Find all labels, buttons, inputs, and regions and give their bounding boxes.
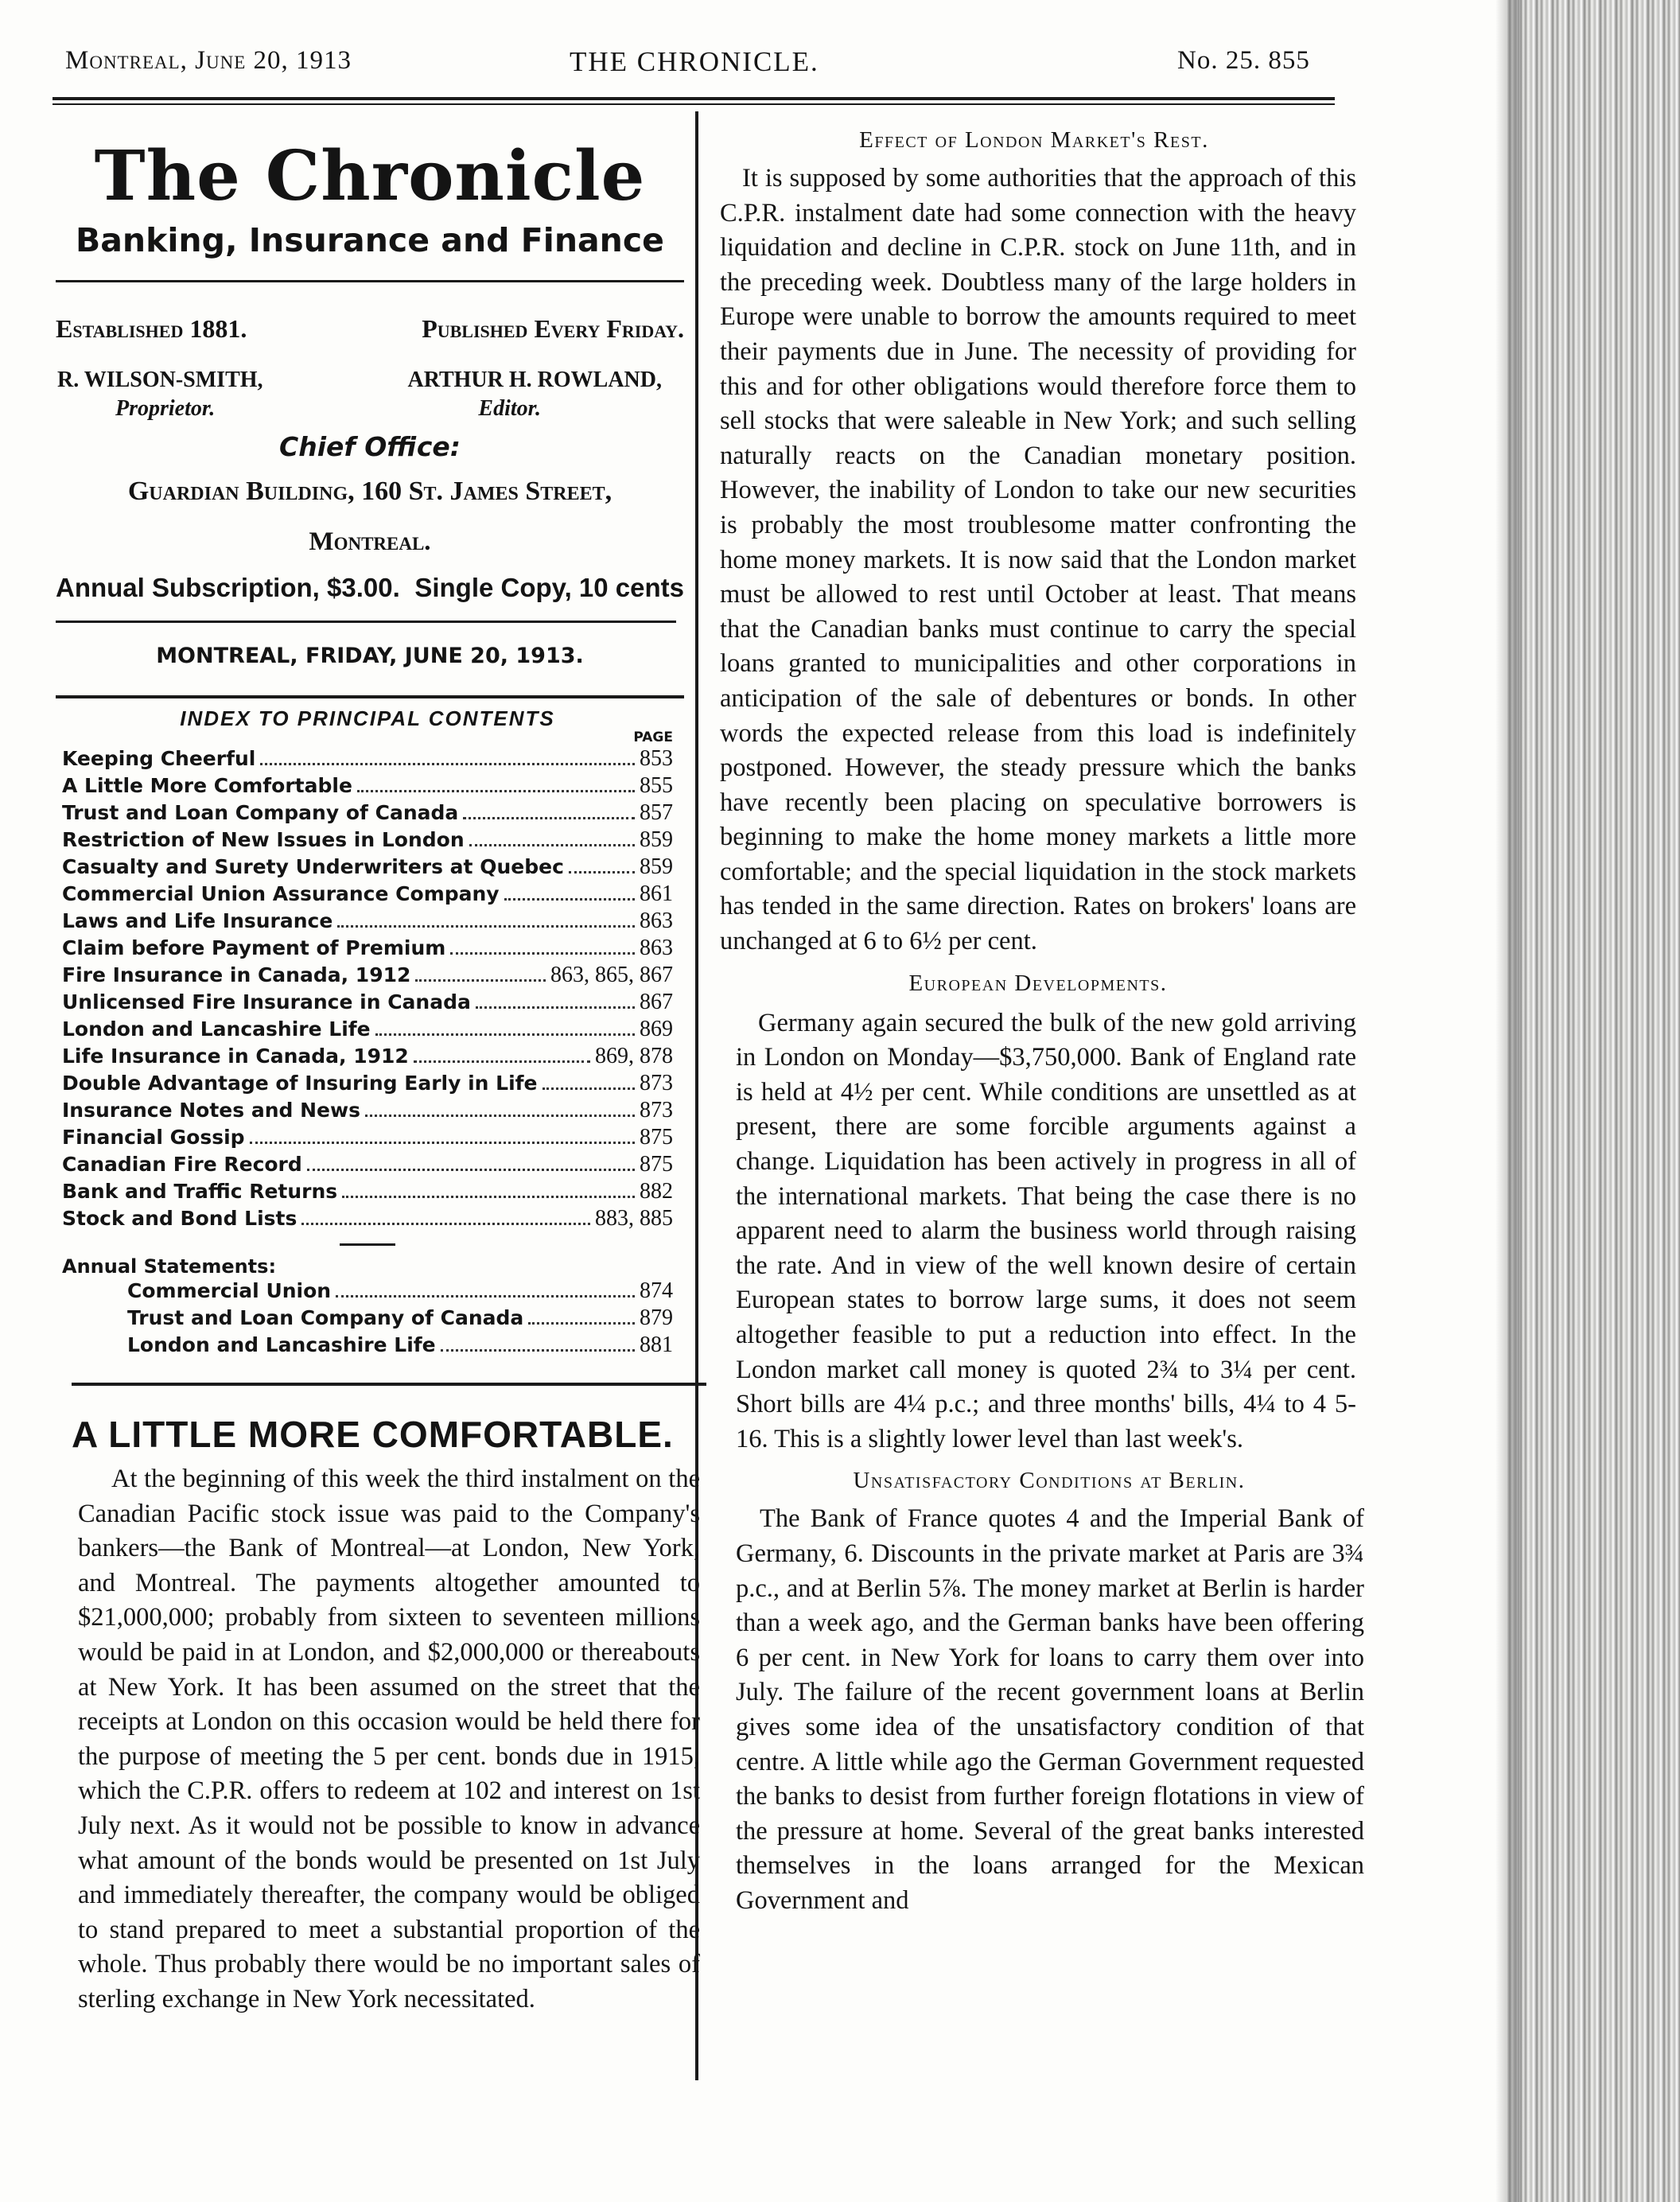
editor-name: ARTHUR H. ROWLAND, xyxy=(407,368,662,392)
index-entry xyxy=(62,1178,673,1205)
office-city: Montreal. xyxy=(309,527,431,556)
index-leader-dots xyxy=(250,1142,635,1144)
roles-row xyxy=(56,396,684,422)
index-entry xyxy=(62,854,673,881)
index-item-page: 869, 878 xyxy=(595,1044,673,1068)
index-item-label: Bank and Traffic Returns xyxy=(62,1180,338,1203)
index-leader-dots xyxy=(337,925,635,928)
index-entry xyxy=(62,772,673,799)
index-item-label: Trust and Loan Company of Canada xyxy=(127,1306,524,1329)
index-leader-dots xyxy=(476,1006,635,1009)
index-item-label: Stock and Bond Lists xyxy=(62,1207,298,1230)
index-leader-dots xyxy=(415,979,546,982)
index-entry xyxy=(62,1016,673,1043)
index-item-label: Fire Insurance in Canada, 1912 xyxy=(62,963,411,986)
running-header-number: No. 25. 855 xyxy=(1177,46,1310,75)
masthead-rule xyxy=(56,280,684,282)
section-heading-london-rest: Effect of London Market's Rest. xyxy=(859,127,1209,153)
staff-row xyxy=(56,368,684,393)
published-text: Published Every Friday. xyxy=(422,314,684,343)
index-item-label: Unlicensed Fire Insurance in Canada xyxy=(62,990,471,1013)
index-leader-dots xyxy=(528,1322,635,1325)
index-item-page: 861 xyxy=(640,881,673,906)
annual-statements-label: Annual Statements: xyxy=(62,1255,277,1278)
section-paragraph-european: Germany again secured the bulk of the new gold arriving in London on Monday—$3,750,000. Bank of England rate is held at 4½ per cent. While conditions are unsettled as at present, there are some forcible arguments against a change. Liquidation has been actively in progress in all of the international markets. That being the case there is no apparent need to alarm the business world through raising the rate. And in view of the well known desire of certain European states to borrow large sums, it does not seem altogether feasible to put a reduction into effect. In the London market call money is quoted 2¾ to 3¼ per cent. Short bills are 4¼ p.c.; and three months' bills, 4¼ to 4 5-16. This is a slightly lower level than last week's. xyxy=(736,1008,1356,1453)
index-item-label: A Little More Comfortable xyxy=(62,774,352,797)
index-leader-dots xyxy=(542,1087,635,1090)
annual-statement-entry xyxy=(127,1278,673,1305)
index-leader-dots xyxy=(365,1115,635,1117)
index-leader-dots xyxy=(463,817,635,819)
index-entry xyxy=(62,799,673,827)
index-divider xyxy=(340,1243,395,1246)
annual-statement-entry xyxy=(127,1332,673,1359)
index-entry xyxy=(62,1043,673,1070)
section-heading-berlin: Unsatisfactory Conditions at Berlin. xyxy=(853,1468,1246,1494)
index-item-label: London and Lancashire Life xyxy=(62,1017,371,1041)
index-leader-dots xyxy=(342,1196,635,1198)
index-item-label: Laws and Life Insurance xyxy=(62,909,333,932)
header-rule-thin xyxy=(52,103,1335,105)
index-item-label: Commercial Union xyxy=(127,1279,332,1302)
index-leader-dots xyxy=(307,1169,635,1171)
index-item-label: Insurance Notes and News xyxy=(62,1099,360,1122)
index-item-page: 869 xyxy=(640,1017,673,1041)
running-header-date: Montreal, June 20, 1913 xyxy=(65,46,352,75)
index-leader-dots xyxy=(260,763,635,765)
section-paragraph-london-rest: It is supposed by some authorities that the approach of this C.P.R. instalment date had some connection with the heavy liquidation and decline in C.P.R. stock on June 11th, and in the preceding week. Doubtless many of the large holders in Europe were unable to borrow the amounts required to meet their payments due in June. The necessity of providing for this and for other obligations would therefore force them to sell stocks that were saleable in New York; and such selling naturally reacts on the Canadian monetary position. However, the inability of London to take our new securities is probably the most troublesome matter confronting the home money markets. It is now said that the London market must be allowed to rest until October at least. That means that the Canadian banks must continue to carry the special loans granted to municipalities and other corporations in anticipation of the sale of debentures or bonds. In other words the expected release from this load is indefinitely postponed. However, the steady pressure which the banks have recently been placing on speculative borrowers is beginning to make the home money markets a little more comfortable; and the special liquidation in the stock markets has tended in the same direction. Rates on brokers' loans are unchanged at 6 to 6½ per cent. xyxy=(720,164,1356,956)
index-item-label: Claim before Payment of Premium xyxy=(62,936,446,959)
established-row xyxy=(56,314,684,344)
index-item-page: 859 xyxy=(640,854,673,879)
index-item-label: Canadian Fire Record xyxy=(62,1153,302,1176)
right-column xyxy=(720,119,1364,1919)
index-item-page: 883, 885 xyxy=(595,1206,673,1231)
binding-shadow xyxy=(1495,0,1519,2202)
index-item-label: Restriction of New Issues in London xyxy=(62,828,465,851)
article-heading: A LITTLE MORE COMFORTABLE. xyxy=(72,1414,674,1455)
established-text: Established 1881. xyxy=(56,314,247,343)
article-intro-paragraph: At the beginning of this week the third instalment on the Canadian Pacific stock issue was paid to the Company's bankers—the Bank of Montreal—at London, New York, and Montreal. The payments altogether amounted to $21,000,000; probably from sixteen to seventeen millions would be paid in at London, and $2,000,000 or thereabouts at New York. It has been assumed on the street that the receipts at London on this occasion would be held there for the purpose of meeting the 5 per cent. bonds due in 1915, which the C.P.R. offers to redeem at 102 and interest on 1st July next. As it would not be possible to know in advance what amount of the bonds would be presented on 1st July and immediately thereafter, the company would be obliged to stand prepared to meet a substantial proportion of the whole. Thus probably there would be no important sales of sterling exchange in New York necessitated. xyxy=(78,1465,700,2013)
index-item-page: 863 xyxy=(640,908,673,933)
index-item-page: 873 xyxy=(640,1098,673,1122)
index-item-label: Trust and Loan Company of Canada xyxy=(62,801,459,824)
index-item-page: 857 xyxy=(640,800,673,825)
index-leader-dots xyxy=(414,1060,590,1063)
left-column xyxy=(56,119,700,2017)
index-leader-dots xyxy=(336,1295,635,1297)
index-item-label: Double Advantage of Insuring Early in Life xyxy=(62,1072,538,1095)
index-block xyxy=(56,706,684,1359)
masthead-subtitle: Banking, Insurance and Finance xyxy=(75,221,664,259)
index-entry xyxy=(62,1070,673,1097)
office-address: Guardian Building, 160 St. James Street, xyxy=(127,477,612,506)
index-entry xyxy=(62,1124,673,1151)
subscription-row xyxy=(56,573,684,603)
chief-office-label: Chief Office: xyxy=(279,431,461,462)
index-entry xyxy=(62,989,673,1016)
index-item-label: Financial Gossip xyxy=(62,1126,245,1149)
index-leader-dots xyxy=(469,844,635,846)
index-entry xyxy=(62,935,673,962)
index-item-page: 873 xyxy=(640,1071,673,1095)
index-item-label: Casualty and Surety Underwriters at Quebec xyxy=(62,855,564,878)
index-leader-dots xyxy=(569,871,635,873)
index-leader-dots xyxy=(301,1223,590,1225)
index-item-page: 875 xyxy=(640,1152,673,1177)
index-item-label: London and Lancashire Life xyxy=(127,1333,436,1356)
index-item-page: 863 xyxy=(640,936,673,960)
index-item-page: 867 xyxy=(640,990,673,1014)
running-header-title: THE CHRONICLE. xyxy=(570,46,819,77)
section-heading-european: European Developments. xyxy=(908,970,1168,996)
index-leader-dots xyxy=(357,790,635,792)
subscription-price: Annual Subscription, $3.00. xyxy=(56,573,400,602)
index-entry xyxy=(62,962,673,989)
index-item-label: Keeping Cheerful xyxy=(62,747,256,770)
index-entry xyxy=(62,908,673,935)
proprietor-role: Proprietor. xyxy=(115,396,216,421)
index-item-page: 882 xyxy=(640,1179,673,1204)
single-copy-price: Single Copy, 10 cents xyxy=(414,573,684,602)
proprietor-name: R. WILSON-SMITH, xyxy=(57,368,263,392)
index-entry xyxy=(62,745,673,772)
index-item-page: 874 xyxy=(640,1278,673,1303)
index-leader-dots xyxy=(504,898,635,901)
index-item-page: 879 xyxy=(640,1305,673,1330)
index-item-label: Commercial Union Assurance Company xyxy=(62,882,500,905)
index-entry xyxy=(62,827,673,854)
editor-role: Editor. xyxy=(478,396,541,421)
book-binding-edge xyxy=(1507,0,1680,2202)
index-item-label: Life Insurance in Canada, 1912 xyxy=(62,1045,409,1068)
index-leader-dots xyxy=(441,1349,635,1352)
index-item-page: 855 xyxy=(640,773,673,798)
index-item-page: 859 xyxy=(640,827,673,852)
index-page-label: PAGE xyxy=(633,729,673,745)
index-leader-dots xyxy=(375,1033,635,1036)
index-item-page: 881 xyxy=(640,1332,673,1357)
index-entry xyxy=(62,881,673,908)
index-title: INDEX TO PRINCIPAL CONTENTS xyxy=(180,706,555,730)
dateline-rule-top xyxy=(56,621,676,623)
article-rule xyxy=(72,1383,706,1386)
annual-statements-list xyxy=(62,1278,673,1359)
index-item-page: 863, 865, 867 xyxy=(550,963,673,987)
index-leader-dots xyxy=(450,952,635,955)
index-entry xyxy=(62,1151,673,1178)
index-entry xyxy=(62,1097,673,1124)
masthead-title: The Chronicle xyxy=(94,136,646,216)
header-rule xyxy=(52,97,1335,100)
issue-dateline: MONTREAL, FRIDAY, JUNE 20, 1913. xyxy=(156,644,584,668)
index-item-page: 853 xyxy=(640,746,673,771)
index-rule-top xyxy=(56,695,684,698)
index-item-page: 875 xyxy=(640,1125,673,1150)
section-paragraph-berlin: The Bank of France quotes 4 and the Imperial Bank of Germany, 6. Discounts in the private market at Paris are 3¾ p.c., and at Berlin 5⅞. The money market at Berlin is harder than a week ago, and the German banks have been offering 6 per cent. in New York for loans to carry them over into July. The failure of the recent government loans at Berlin gives some idea of the unsatisfactory condition of that centre. A little while ago the German Government requested the banks to desist from further foreign flotations in view of the pressure at home. Several of the great banks interested themselves in the loans arranged for the Mexican Government and xyxy=(736,1504,1364,1915)
index-entry xyxy=(62,1205,673,1232)
annual-statement-entry xyxy=(127,1305,673,1332)
index-list xyxy=(62,745,673,1232)
